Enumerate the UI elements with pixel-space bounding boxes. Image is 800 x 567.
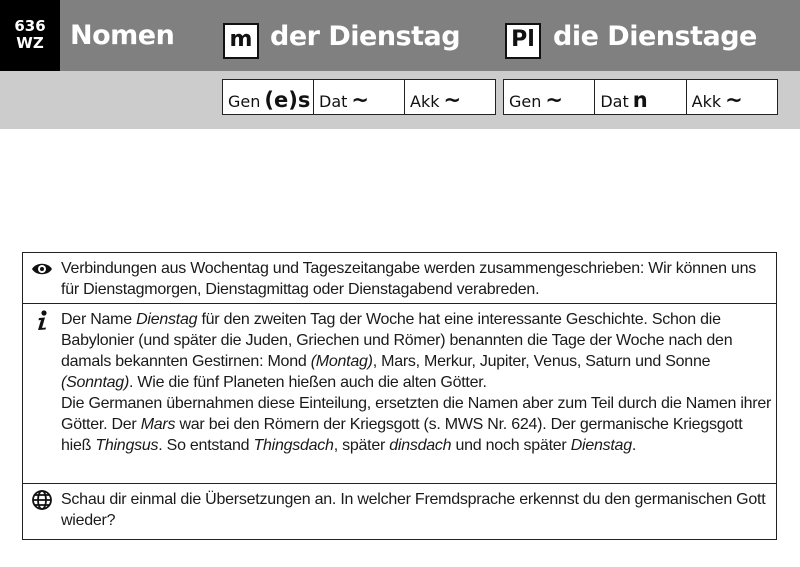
translation-note-text: Schau dir einmal die Übersetzungen an. In welcher Fremdsprache erkennst du den germanischen Gott wieder? <box>61 491 766 529</box>
plural-form: die Dienstage <box>553 21 757 52</box>
case-cell: Akk ~ <box>410 88 462 112</box>
case-band <box>0 71 800 129</box>
plural-case-table <box>503 79 778 115</box>
singular-case-table <box>222 79 496 115</box>
divider <box>23 483 776 484</box>
info-note <box>23 309 776 456</box>
entry-number: 636 <box>14 17 46 35</box>
notes-box <box>22 252 777 540</box>
spelling-note-text: Verbindungen aus Wochentag und Tageszeitangabe werden zusammengeschrieben: Wir können uns für Dienstagmorgen, Dienstagmittag oder Dienstagabend verabreden. <box>61 260 756 298</box>
case-cell: Akk ~ <box>691 88 743 112</box>
entry-number-box <box>0 0 60 71</box>
word-class-title: Nomen <box>70 20 175 51</box>
case-cell: Gen (e)s <box>223 80 314 114</box>
info-icon <box>31 309 53 331</box>
globe-icon <box>31 489 53 511</box>
case-cell: Gen ~ <box>504 80 595 114</box>
info-paragraph-1: Der Name Dienstag für den zweiten Tag der Woche hat eine interessante Geschichte. Schon die Babylonier (und später die Juden, Griechen und Römer) benannten die Tage der Woche nach den damals bekannten Gestirnen: Mond (Montag), Mars, Merkur, Jupiter, Venus, Saturn und Sonne (Sonntag). Wie die fünf Planeten hießen auch die alten Götter. <box>61 311 733 391</box>
divider <box>23 303 776 304</box>
case-cell: Dat n <box>595 80 686 114</box>
singular-form: der Dienstag <box>270 21 461 52</box>
translation-note <box>23 489 776 531</box>
case-cell: Dat ~ <box>314 80 405 114</box>
header-band <box>0 0 800 71</box>
info-paragraph-2: Die Germanen übernahmen diese Einteilung, ersetzten die Namen aber zum Teil durch die Namen ihrer Götter. Der Mars war bei den Römern der Kriegsgott (s. MWS Nr. 624). Der germanische Kriegsgott hieß Thingsus. So entstand Thingsdach, später dinsdach und noch später Dienstag. <box>61 395 772 454</box>
plural-badge: Pl <box>505 23 541 59</box>
eye-icon <box>31 258 53 280</box>
spelling-note <box>23 258 776 300</box>
gender-badge: m <box>223 23 259 59</box>
entry-code: WZ <box>16 34 44 52</box>
